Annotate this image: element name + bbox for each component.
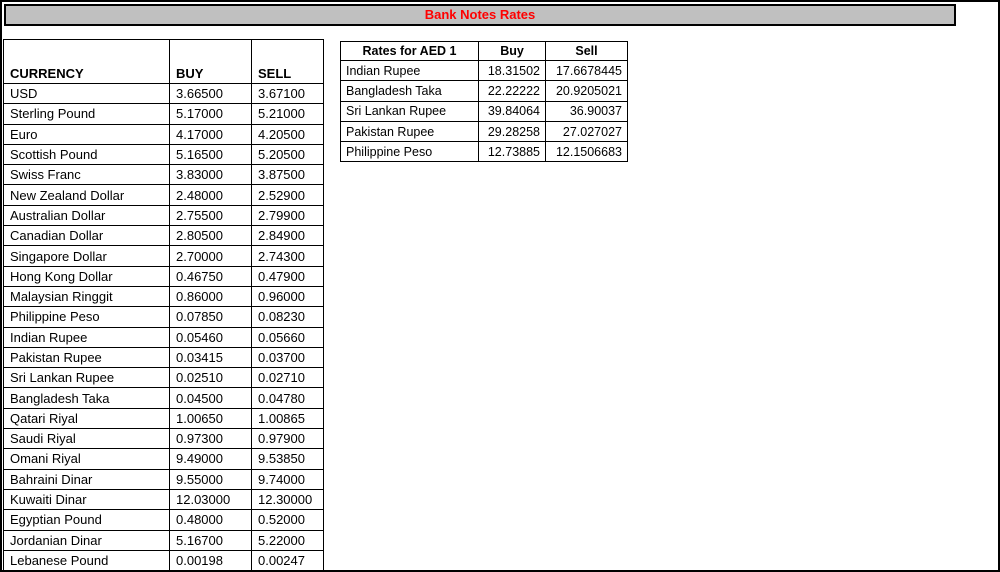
table-row (4, 530, 324, 550)
currency-cell: Bangladesh Taka (4, 388, 170, 408)
buy-value-cell: 0.04500 (170, 388, 252, 408)
table-row (341, 61, 628, 81)
currency-cell: Saudi Riyal (4, 429, 170, 449)
currency-cell: Euro (4, 124, 170, 144)
sell-value-cell: 0.02710 (252, 368, 324, 388)
table-row (4, 226, 324, 246)
sell-value-cell: 12.30000 (252, 489, 324, 509)
buy-value-cell: 9.55000 (170, 469, 252, 489)
col-header-buy: Buy (479, 42, 546, 61)
sell-value-cell: 27.027027 (546, 121, 628, 141)
table-row (4, 165, 324, 185)
buy-value-cell: 0.46750 (170, 266, 252, 286)
table-row (4, 550, 324, 570)
currency-cell: Australian Dollar (4, 205, 170, 225)
sell-value-cell: 36.90037 (546, 101, 628, 121)
table-row (341, 101, 628, 121)
buy-value-cell: 0.02510 (170, 368, 252, 388)
buy-value-cell: 5.16500 (170, 144, 252, 164)
buy-value-cell: 0.03415 (170, 347, 252, 367)
sell-value-cell: 5.22000 (252, 530, 324, 550)
currency-cell: Bangladesh Taka (341, 81, 479, 101)
currency-cell: Indian Rupee (4, 327, 170, 347)
currency-cell: Omani Riyal (4, 449, 170, 469)
buy-value-cell: 5.17000 (170, 104, 252, 124)
sell-value-cell: 5.21000 (252, 104, 324, 124)
aed-rates-table (340, 41, 628, 162)
sell-value-cell: 2.74300 (252, 246, 324, 266)
sell-value-cell: 17.6678445 (546, 61, 628, 81)
bank-notes-rates-table (3, 39, 324, 571)
buy-value-cell: 5.16700 (170, 530, 252, 550)
table-header-row (341, 42, 628, 61)
sell-value-cell: 0.00247 (252, 550, 324, 570)
sell-value-cell: 0.04780 (252, 388, 324, 408)
table-row (4, 469, 324, 489)
sell-value-cell: 0.47900 (252, 266, 324, 286)
sell-value-cell: 0.03700 (252, 347, 324, 367)
table-row (4, 449, 324, 469)
buy-value-cell: 3.66500 (170, 84, 252, 104)
buy-value-cell: 22.22222 (479, 81, 546, 101)
currency-cell: Swiss Franc (4, 165, 170, 185)
table-row (4, 84, 324, 104)
table-row (341, 142, 628, 162)
buy-value-cell: 0.07850 (170, 307, 252, 327)
bank-notes-rates-body (4, 84, 324, 571)
table-row (4, 307, 324, 327)
table-row (4, 408, 324, 428)
sell-value-cell: 3.87500 (252, 165, 324, 185)
col-header-rates-for-aed-1: Rates for AED 1 (341, 42, 479, 61)
currency-cell: Sterling Pound (4, 104, 170, 124)
sell-value-cell: 9.53850 (252, 449, 324, 469)
col-header-buy: BUY (170, 40, 252, 84)
buy-value-cell: 0.48000 (170, 510, 252, 530)
table-row (4, 429, 324, 449)
currency-cell: Canadian Dollar (4, 226, 170, 246)
currency-cell: USD (4, 84, 170, 104)
sell-value-cell: 2.84900 (252, 226, 324, 246)
buy-value-cell: 29.28258 (479, 121, 546, 141)
buy-value-cell: 18.31502 (479, 61, 546, 81)
table-row (4, 124, 324, 144)
table-row (4, 347, 324, 367)
buy-value-cell: 12.03000 (170, 489, 252, 509)
sell-value-cell: 2.79900 (252, 205, 324, 225)
table-row (341, 121, 628, 141)
currency-cell: Philippine Peso (341, 142, 479, 162)
table-row (4, 205, 324, 225)
buy-value-cell: 2.80500 (170, 226, 252, 246)
buy-value-cell: 2.75500 (170, 205, 252, 225)
sell-value-cell: 1.00865 (252, 408, 324, 428)
table-row (341, 81, 628, 101)
col-header-sell: Sell (546, 42, 628, 61)
sell-value-cell: 0.97900 (252, 429, 324, 449)
currency-cell: Bahraini Dinar (4, 469, 170, 489)
currency-cell: New Zealand Dollar (4, 185, 170, 205)
table-row (4, 489, 324, 509)
sell-value-cell: 3.67100 (252, 84, 324, 104)
currency-cell: Sri Lankan Rupee (341, 101, 479, 121)
currency-cell: Egyptian Pound (4, 510, 170, 530)
sell-value-cell: 0.52000 (252, 510, 324, 530)
sell-value-cell: 0.05660 (252, 327, 324, 347)
currency-cell: Pakistan Rupee (341, 121, 479, 141)
buy-value-cell: 0.97300 (170, 429, 252, 449)
buy-value-cell: 4.17000 (170, 124, 252, 144)
page-title: Bank Notes Rates (424, 7, 536, 22)
buy-value-cell: 9.49000 (170, 449, 252, 469)
table-row (4, 246, 324, 266)
col-header-currency: CURRENCY (4, 40, 170, 84)
buy-value-cell: 0.86000 (170, 286, 252, 306)
currency-cell: Indian Rupee (341, 61, 479, 81)
buy-value-cell: 1.00650 (170, 408, 252, 428)
buy-value-cell: 2.70000 (170, 246, 252, 266)
col-header-sell: SELL (252, 40, 324, 84)
currency-cell: Malaysian Ringgit (4, 286, 170, 306)
currency-cell: Scottish Pound (4, 144, 170, 164)
sell-value-cell: 4.20500 (252, 124, 324, 144)
table-row (4, 368, 324, 388)
sell-value-cell: 20.9205021 (546, 81, 628, 101)
table-row (4, 266, 324, 286)
currency-cell: Sri Lankan Rupee (4, 368, 170, 388)
table-row (4, 327, 324, 347)
table-row (4, 104, 324, 124)
sell-value-cell: 2.52900 (252, 185, 324, 205)
sell-value-cell: 9.74000 (252, 469, 324, 489)
sell-value-cell: 0.08230 (252, 307, 324, 327)
aed-rates-body (341, 61, 628, 162)
table-row (4, 388, 324, 408)
currency-cell: Qatari Riyal (4, 408, 170, 428)
table-header-row (4, 40, 324, 84)
table-row (4, 286, 324, 306)
currency-cell: Philippine Peso (4, 307, 170, 327)
currency-cell: Pakistan Rupee (4, 347, 170, 367)
buy-value-cell: 39.84064 (479, 101, 546, 121)
buy-value-cell: 0.05460 (170, 327, 252, 347)
buy-value-cell: 0.00198 (170, 550, 252, 570)
table-row (4, 510, 324, 530)
currency-cell: Jordanian Dinar (4, 530, 170, 550)
table-row (4, 144, 324, 164)
title-bar (4, 4, 956, 26)
currency-cell: Hong Kong Dollar (4, 266, 170, 286)
buy-value-cell: 3.83000 (170, 165, 252, 185)
sell-value-cell: 5.20500 (252, 144, 324, 164)
buy-value-cell: 2.48000 (170, 185, 252, 205)
buy-value-cell: 12.73885 (479, 142, 546, 162)
currency-cell: Kuwaiti Dinar (4, 489, 170, 509)
sell-value-cell: 12.1506683 (546, 142, 628, 162)
sell-value-cell: 0.96000 (252, 286, 324, 306)
currency-cell: Singapore Dollar (4, 246, 170, 266)
currency-cell: Lebanese Pound (4, 550, 170, 570)
table-row (4, 185, 324, 205)
